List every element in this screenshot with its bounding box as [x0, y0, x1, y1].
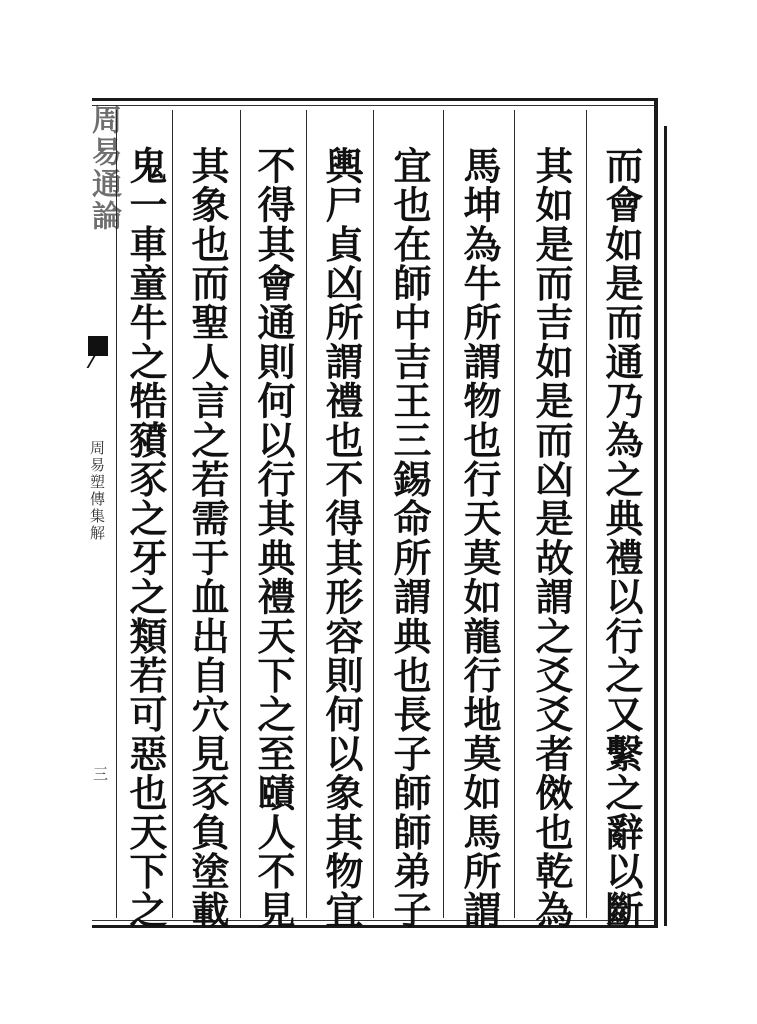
margin-page-number: 三	[91, 766, 109, 781]
text-column-1: 而會如是而通乃為之典禮以行之又繫之辭以斷	[599, 146, 644, 930]
column-divider	[443, 110, 444, 918]
text-column-7: 其象也而聖人言之若需于血出自穴見豕負塗載	[185, 146, 230, 930]
text-column-8: 鬼一車童牛之牿豶豕之牙之類若可惡也天下之	[123, 146, 168, 930]
column-divider	[306, 110, 307, 918]
fishtail-mark	[88, 336, 108, 356]
text-column-3: 馬坤為牛所謂物也行天莫如龍行地莫如馬所謂	[457, 146, 502, 930]
column-divider	[240, 110, 241, 918]
text-column-4: 宜也在師中吉王三錫命所謂典也長子師師弟子	[387, 146, 432, 930]
margin-title: 周易通論	[86, 104, 121, 232]
text-column-5: 輿尸貞凶所謂禮也不得其形容則何以象其物宜	[319, 146, 364, 930]
margin-book-title: 周易塑傳集解	[88, 440, 106, 542]
column-divider	[514, 110, 515, 918]
frame-outer-right-line	[664, 126, 667, 926]
column-divider	[172, 110, 173, 918]
text-column-6: 不得其會通則何以行其典禮天下之至賾人不見	[251, 146, 296, 930]
text-column-2: 其如是而吉如是而凶是故謂之爻爻者傚也乾為	[529, 146, 574, 930]
column-divider	[586, 110, 587, 918]
column-divider	[373, 110, 374, 918]
